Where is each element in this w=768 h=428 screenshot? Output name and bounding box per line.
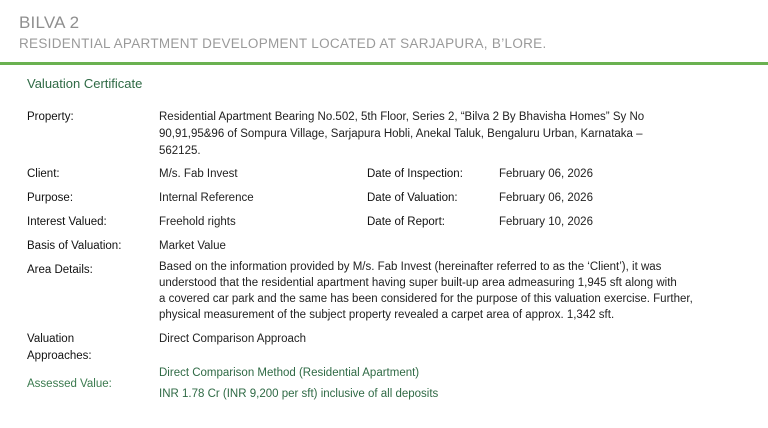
area-details-line-3: a covered car park and the same has been considered for the purpose of this valuation exercise. Further,	[159, 293, 693, 305]
page-title: BILVA 2	[19, 13, 80, 32]
client-value: M/s. Fab Invest	[159, 168, 238, 180]
report-date-label: Date of Report:	[367, 216, 445, 228]
client-label: Client:	[27, 168, 60, 180]
interest-valued-label: Interest Valued:	[27, 216, 107, 228]
property-line-2: 90,91,95&96 of Sompura Village, Sarjapura Hobli, Anekal Taluk, Bengaluru Urban, Karnataka –	[159, 128, 643, 140]
assessed-value-label: Assessed Value:	[27, 378, 112, 390]
assessed-method: Direct Comparison Method (Residential Apartment)	[159, 367, 420, 379]
assessed-value: INR 1.78 Cr (INR 9,200 per sft) inclusive of all deposits	[159, 388, 439, 400]
section-title: Valuation Certificate	[27, 76, 143, 91]
basis-of-valuation-value: Market Value	[159, 240, 226, 252]
basis-of-valuation-label: Basis of Valuation:	[27, 240, 122, 252]
purpose-label: Purpose:	[27, 192, 74, 204]
valuation-approaches-value: Direct Comparison Approach	[159, 333, 307, 345]
header-divider	[0, 62, 768, 65]
area-details-line-4: physical measurement of the subject property revealed a carpet area of approx. 1,342 sft.	[159, 309, 615, 321]
property-label: Property:	[27, 111, 74, 123]
valuation-approaches-label-line-1: Valuation	[27, 333, 75, 345]
area-details-label: Area Details:	[27, 264, 93, 276]
interest-valued-value: Freehold rights	[159, 216, 236, 228]
area-details-line-2: understood that the residential apartment having super built-up area admeasuring 1,945 sft along with	[159, 277, 677, 289]
area-details-line-1: Based on the information provided by M/s. Fab Invest (hereinafter referred to as the ‘Client’), it was	[159, 261, 662, 273]
valuation-approaches-label-line-2: Approaches:	[27, 350, 92, 362]
valuation-date-value: February 06, 2026	[499, 192, 593, 204]
property-line-1: Residential Apartment Bearing No.502, 5th Floor, Series 2, “Bilva 2 By Bhavisha Homes” Sy No	[159, 111, 645, 123]
inspection-date-value: February 06, 2026	[499, 168, 593, 180]
page-subtitle: RESIDENTIAL APARTMENT DEVELOPMENT LOCATED AT SARJAPURA, B’LORE.	[19, 36, 547, 51]
purpose-value: Internal Reference	[159, 192, 254, 204]
property-line-3: 562125.	[159, 145, 201, 157]
valuation-date-label: Date of Valuation:	[367, 192, 458, 204]
report-date-value: February 10, 2026	[499, 216, 593, 228]
inspection-date-label: Date of Inspection:	[367, 168, 463, 180]
